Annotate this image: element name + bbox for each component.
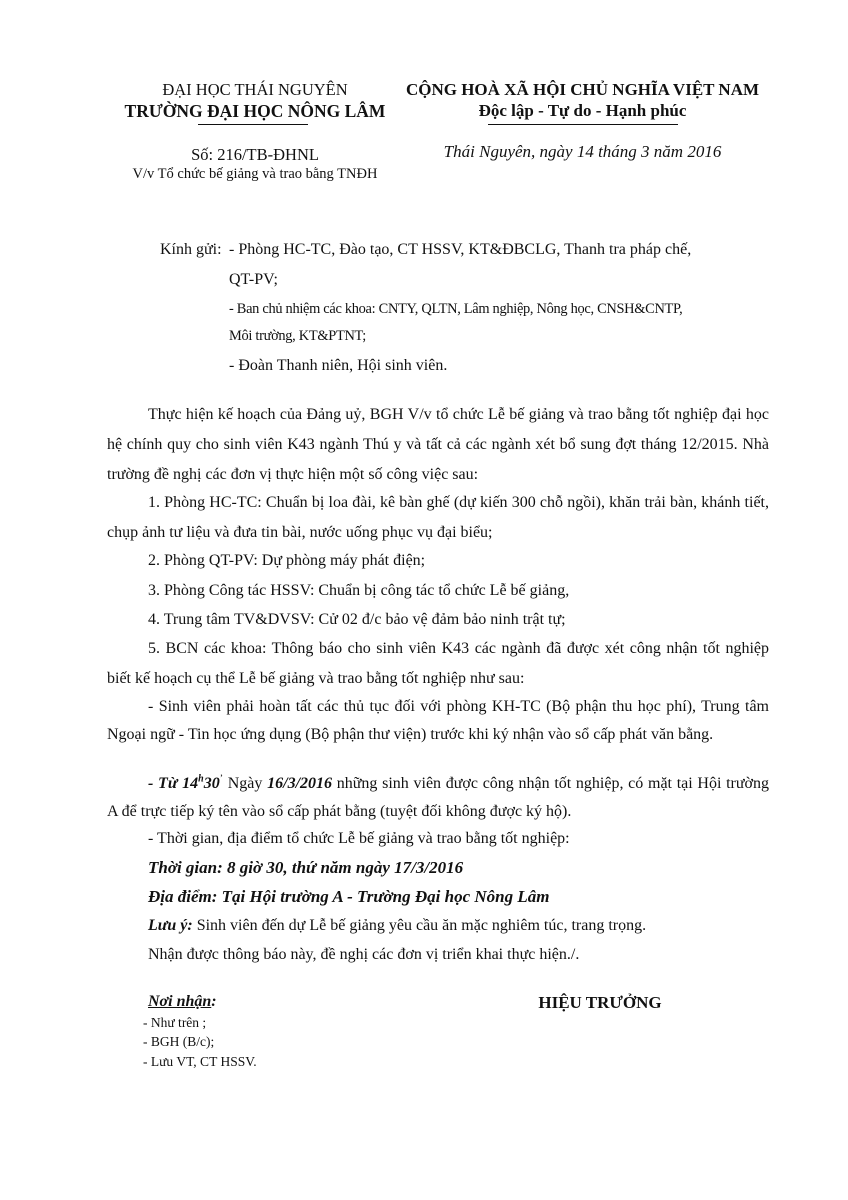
student-procedures: - Sinh viên phải hoàn tất các thủ tục đối với phòng KH-TC (Bộ phận thu học phí), Trung tâm Ngoại ngữ - Tin học ứng dụng (Bộ phận thư viện) trước khi ký nhận vào sổ cấp phát văn bằng.: [107, 698, 769, 743]
motto-underline: [488, 124, 678, 125]
distribution-item-2: - BGH (B/c);: [143, 1034, 215, 1049]
recipient-line-2: - Ban chủ nhiệm các khoa: CNTY, QLTN, Lâm nghiệp, Nông học, CNSH&CNTP,: [229, 301, 683, 317]
distribution-item-3: - Lưu VT, CT HSSV.: [143, 1054, 257, 1069]
distribution-label: Nơi nhận:: [148, 993, 217, 1010]
recipient-line-3: - Đoàn Thanh niên, Hội sinh viên.: [229, 357, 448, 374]
ceremony-info-intro: - Thời gian, địa điểm tổ chức Lễ bế giảng và trao bằng tốt nghiệp:: [148, 830, 570, 847]
task-item-1: 1. Phòng HC-TC: Chuẩn bị loa đài, kê bàn ghế (dự kiến 300 chỗ ngồi), khăn trải bàn, khánh tiết, chụp ảnh tư liệu và đưa tin bài, nước uống phục vụ đại biểu;: [107, 494, 769, 541]
distribution-item-1: - Như trên ;: [143, 1015, 207, 1030]
signing-schedule: - Từ 14$^h$30’ Ngày 16/3/2016 những sinh viên được công nhận tốt nghiệp, có mặt tại Hội trường A để trực tiếp ký tên vào sổ cấp phát bằng (tuyệt đối không được ký hộ).: [107, 773, 770, 820]
task-item-2: 2. Phòng QT-PV: Dự phòng máy phát điện;: [148, 552, 426, 569]
place-date: Thái Nguyên, ngày 14 tháng 3 năm 2016: [443, 142, 722, 161]
doc-subject: V/v Tổ chức bế giảng và trao bằng TNĐH: [132, 166, 378, 182]
intro-paragraph: Thực hiện kế hoạch của Đảng uỷ, BGH V/v tổ chức Lễ bế giảng và trao bằng tốt nghiệp đại học hệ chính quy cho sinh viên K43 ngành Thú y và tất cả các ngành xét bổ sung đợt tháng 12/2015. Nhà trường đề nghị các đơn vị thực hiện một số công việc sau:: [107, 406, 769, 483]
attire-note: Lưu ý: Sinh viên đến dự Lễ bế giảng yêu cầu ăn mặc nghiêm túc, trang trọng.: [148, 917, 647, 934]
recipient-line-2-cont: Môi trường, KT&PTNT;: [229, 328, 366, 344]
recipients-label: Kính gửi:: [160, 241, 222, 258]
recipient-line-1-cont: QT-PV;: [229, 271, 278, 288]
task-item-4: 4. Trung tâm TV&DVSV: Cử 02 đ/c bảo vệ đảm bảo ninh trật tự;: [148, 611, 566, 628]
org-parent: ĐẠI HỌC THÁI NGUYÊN: [162, 80, 348, 99]
doc-number: Số: 216/TB-ĐHNL: [191, 145, 319, 164]
task-item-3: 3. Phòng Công tác HSSV: Chuẩn bị công tác tổ chức Lễ bế giảng,: [148, 582, 570, 599]
recipient-line-1: - Phòng HC-TC, Đào tạo, CT HSSV, KT&ĐBCLG, Thanh tra pháp chế,: [229, 241, 692, 258]
country-name: CỘNG HOÀ XÃ HỘI CHỦ NGHĨA VIỆT NAM: [405, 80, 760, 99]
national-motto: Độc lập - Tự do - Hạnh phúc: [478, 101, 687, 120]
ceremony-time: Thời gian: 8 giờ 30, thứ năm ngày 17/3/2016: [148, 858, 464, 877]
task-item-5: 5. BCN các khoa: Thông báo cho sinh viên K43 các ngành đã được xét công nhận tốt nghiệp biết kế hoạch cụ thể Lễ bế giảng và trao bằng tốt nghiệp như sau:: [107, 640, 769, 687]
signing-time: - Từ 14$^h$30: [148, 773, 220, 792]
org-name: TRƯỜNG ĐẠI HỌC NÔNG LÂM: [124, 101, 386, 121]
closing-sentence: Nhận được thông báo này, đề nghị các đơn vị triển khai thực hiện./.: [148, 946, 580, 963]
org-name-underline: [198, 124, 308, 125]
ceremony-place: Địa điểm: Tại Hội trường A - Trường Đại học Nông Lâm: [148, 887, 550, 906]
signing-date: 16/3/2016: [267, 775, 333, 792]
signer-title: HIỆU TRƯỞNG: [538, 993, 662, 1012]
